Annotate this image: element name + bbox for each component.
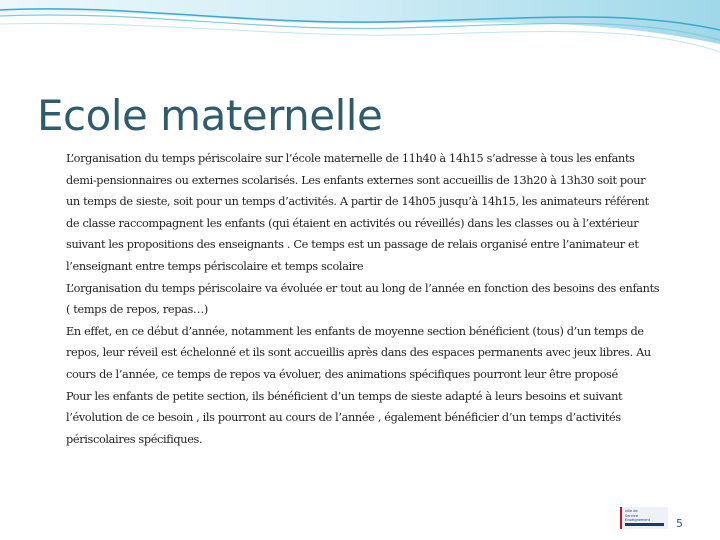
- paragraph-petite-section: Pour les enfants de petite section, ils bénéficient d’un temps de sieste adapté à leurs besoins et suivant l’évolution de ce besoin , ils pourront au cours de l’année , également bénéficier d’un temps d’activités périscolaires spécifiques.: [66, 389, 623, 446]
- organization-logo: [620, 507, 668, 529]
- page-number: 5: [676, 517, 683, 530]
- paragraph-evolution: L’organisation du temps périscolaire va évoluée er tout au long de l’année en fonction des besoins des enfants ( temps de repos, repas…): [66, 281, 660, 317]
- logo-bar: [625, 523, 664, 526]
- paragraph-organisation: L’organisation du temps périscolaire sur l’école maternelle de 11h40 à 14h15 s’adresse à tous les enfants demi-pensionnaires ou externes scolarisés. Les enfants externes sont accueillis de 13h20 à 13h30 soit pour un temps de sieste, soit pour un temps d’activités. A partir de 14h05 jusqu’à 14h15, les animateurs référent de classe raccompagnent les enfants (qui étaient en activités ou réveillés) dans les classes ou à l’extérieur suivant les propositions des enseignants . Ce temps est un passage de relais organisé entre l’animateur et l’enseignant entre temps périscolaire et temps scolaire: [66, 152, 649, 273]
- slide-body: [66, 148, 662, 450]
- logo-line-2: Service: [625, 513, 638, 518]
- slide-title: Ecole maternelle: [37, 91, 383, 140]
- logo-line-3: Enseignement: [625, 518, 651, 522]
- paragraph-moyenne-section: En effet, en ce début d’année, notamment les enfants de moyenne section bénéficient (tous) d’un temps de repos, leur réveil est échelonné et ils sont accueillis après dans des espaces permanents avec jeux libres. Au cours de l’année, ce temps de repos va évoluer, des animations spécifiques pourront leur être proposé: [66, 324, 651, 381]
- header-wave-decoration: [0, 0, 720, 70]
- logo-line-1: ville de: [625, 509, 638, 513]
